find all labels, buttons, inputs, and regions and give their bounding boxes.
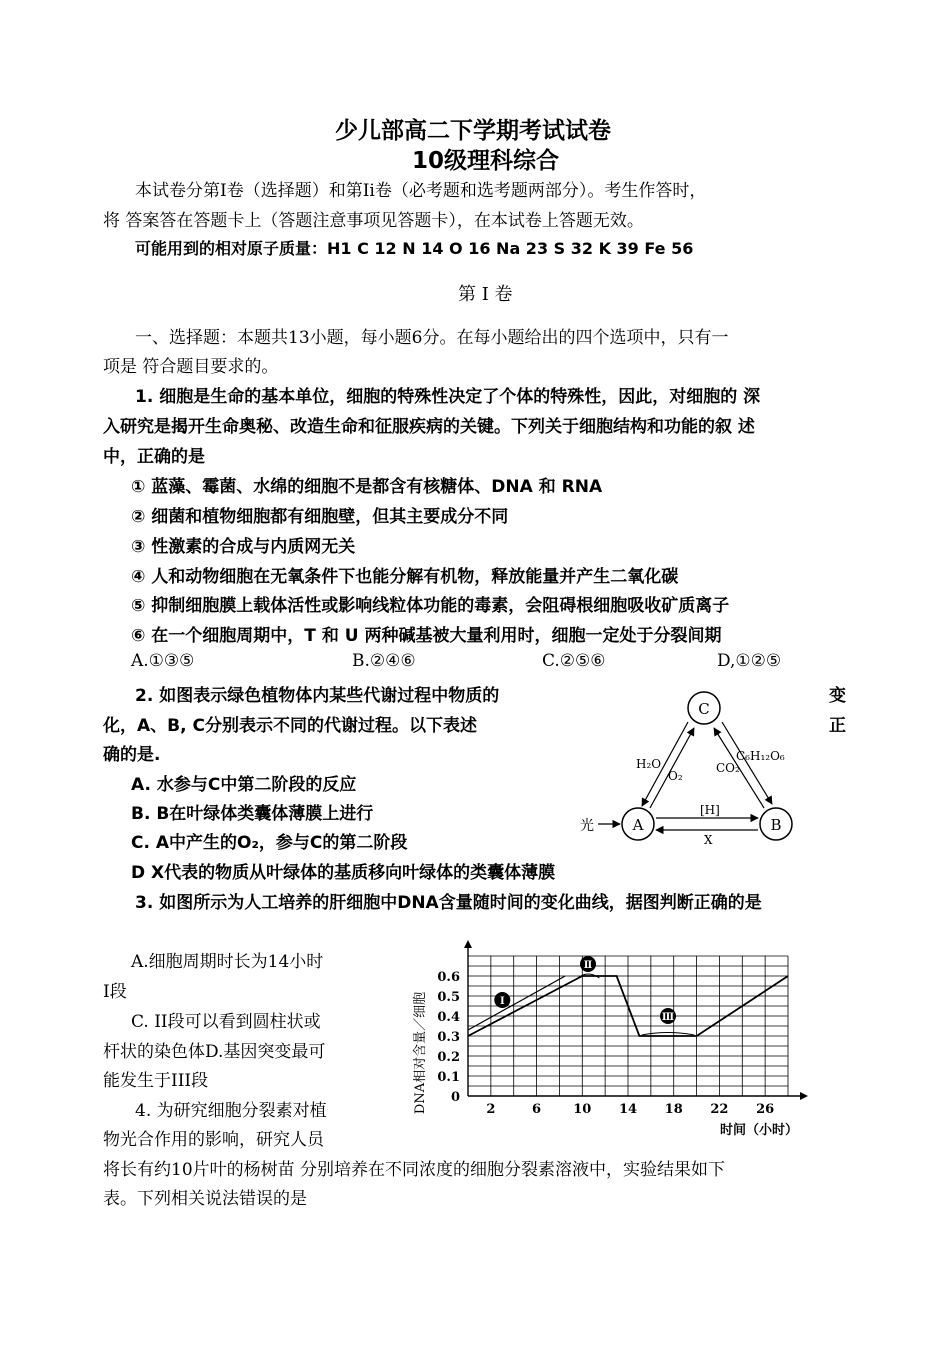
page-title: 少儿部高二下学期考试试卷	[335, 118, 611, 144]
q3-line-1: 3. 如图所示为人工培养的肝细胞中DNA含量随时间的变化曲线，据图判断正确的是	[135, 893, 762, 913]
h-label: [H]	[700, 803, 720, 817]
co2-label: CO₂	[716, 761, 740, 775]
q1-statement-2: ② 细菌和植物细胞都有细胞壁，但其主要成分不同	[131, 507, 509, 527]
chart-ticks	[437, 970, 774, 1117]
y-tick-label: 0	[450, 1090, 460, 1105]
q2-option-a: A. 水参与C中第二阶段的反应	[131, 775, 357, 795]
chart-grid	[468, 956, 788, 1096]
y-tick-label: 0.3	[437, 1030, 460, 1045]
q2-option-d: D X代表的物质从叶绿体的基质移向叶绿体的类囊体薄膜	[131, 863, 556, 883]
q3-option-d-cont: 能发生于III段	[103, 1071, 209, 1091]
q2-line-3: 确的是.	[103, 745, 161, 765]
q2-option-b: B. B在叶绿体类囊体薄膜上进行	[131, 804, 374, 824]
x-tick-label: 14	[618, 1102, 638, 1117]
y-tick-label: 0.1	[437, 1070, 460, 1085]
y-tick-label: 0.4	[437, 1010, 460, 1025]
y-axis-label: DNA相对含量／细胞	[413, 991, 428, 1115]
x-label: X	[704, 833, 713, 847]
section-instructions-line-1: 一、选择题：本题共13小题，每小题6分。在每小题给出的四个选项中，只有一	[135, 328, 729, 348]
node-b-label: B	[770, 816, 782, 834]
q1-option-c: C.②⑤⑥	[542, 651, 606, 671]
q2-option-c: C. A中产生的O₂，参与C的第二阶段	[131, 833, 408, 853]
y-tick-label: 0.5	[437, 990, 460, 1005]
segment-three-brace	[642, 1033, 695, 1036]
o2-label: O₂	[668, 769, 683, 783]
q1-statement-1: ① 蓝藻、霉菌、水绵的细胞不是都含有核糖体、DNA 和 RNA	[131, 477, 603, 497]
q1-option-a: A.①③⑤	[131, 651, 195, 671]
y-axis-arrowhead	[464, 940, 472, 948]
q3-option-a: A.细胞周期时长为14小时	[131, 952, 324, 972]
glucose-label: C₆H₁₂O₆	[736, 749, 785, 763]
q2-line-2-end: 正	[829, 716, 846, 736]
q1-line-1: 1. 细胞是生命的基本单位，细胞的特殊性决定了个体的特殊性，因此，对细胞的 深	[135, 387, 761, 407]
segment-label: Ⅲ	[661, 1012, 675, 1023]
segment-label: Ⅱ	[583, 960, 593, 971]
segment-label: Ⅰ	[499, 996, 505, 1007]
node-a-label: A	[632, 816, 644, 834]
x-tick-label: 26	[756, 1102, 775, 1117]
x-tick-label: 10	[573, 1102, 592, 1117]
node-c-label: C	[698, 700, 710, 718]
q2-line-2: 化，A、B, C分别表示不同的代谢过程。以下表述	[103, 716, 477, 736]
x-tick-label: 18	[664, 1102, 683, 1117]
intro-line-2: 将 答案答在答题卡上（答题注意事项见答题卡），在本试卷上答题无效。	[103, 211, 644, 231]
q1-line-2: 入研究是揭开生命奥秘、改造生命和征服疾病的关键。下列关于细胞结构和功能的叙 述	[103, 417, 755, 437]
y-tick-label: 0.2	[437, 1050, 460, 1065]
q1-statement-4: ④ 人和动物细胞在无氧条件下也能分解有机物，释放能量并产生二氧化碳	[131, 567, 679, 587]
page-subtitle: 10级理科综合	[412, 148, 560, 174]
chart-labels	[494, 956, 694, 1035]
h2o-label: H₂O	[636, 757, 662, 771]
x-axis-label: 时间（小时）	[720, 1123, 799, 1138]
q4-line-1: 4. 为研究细胞分裂素对植	[135, 1101, 327, 1121]
q4-line-2: 物光合作用的影响，研究人员	[103, 1130, 324, 1150]
q3-option-a-cont: I段	[103, 982, 127, 1002]
q1-statement-5: ⑤ 抑制细胞膜上载体活性或影响线粒体功能的毒素，会阻碍根细胞吸收矿质离子	[131, 596, 730, 616]
light-label: 光	[580, 818, 594, 834]
q3-option-c: C. II段可以看到圆柱状或	[131, 1012, 321, 1032]
q1-option-d: D,①②⑤	[717, 651, 782, 671]
q1-statement-3: ③ 性激素的合成与内质网无关	[131, 537, 356, 557]
q4-line-4: 表。下列相关说法错误的是	[103, 1189, 307, 1209]
q2-line-1: 2. 如图表示绿色植物体内某些代谢过程中物质的	[135, 686, 500, 706]
segment-one-shadow-line	[468, 976, 565, 1030]
x-tick-label: 2	[486, 1102, 496, 1117]
x-axis-arrowhead	[800, 1092, 808, 1100]
q1-line-3: 中，正确的是	[103, 447, 205, 467]
dna-content-chart	[410, 938, 810, 1140]
q3-option-c-cont: 杆状的染色体D.基因突变最可	[103, 1042, 326, 1062]
intro-line-1: 本试卷分第I卷（选择题）和第Ii卷（必考题和选考题两部分）。考生作答时，	[135, 181, 707, 201]
metabolism-cycle-diagram	[578, 688, 803, 853]
volume-heading: 第 Ⅰ 卷	[458, 284, 513, 305]
q1-option-b: B.②④⑥	[352, 651, 416, 671]
x-tick-label: 6	[532, 1102, 542, 1117]
y-tick-label: 0.6	[437, 970, 460, 985]
section-instructions-line-2: 项是 符合题目要求的。	[103, 357, 279, 377]
q1-statement-6: ⑥ 在一个细胞周期中，T 和 U 两种碱基被大量利用时，细胞一定处于分裂间期	[131, 626, 722, 646]
x-tick-label: 22	[710, 1102, 729, 1117]
q4-line-3: 将长有约10片叶的杨树苗 分别培养在不同浓度的细胞分裂素溶液中，实验结果如下	[103, 1160, 726, 1180]
q2-line-1-end: 变	[829, 686, 846, 706]
atomic-masses: 可能用到的相对原子质量：H1 C 12 N 14 O 16 Na 23 S 32 K 39 Fe 56	[135, 239, 694, 258]
